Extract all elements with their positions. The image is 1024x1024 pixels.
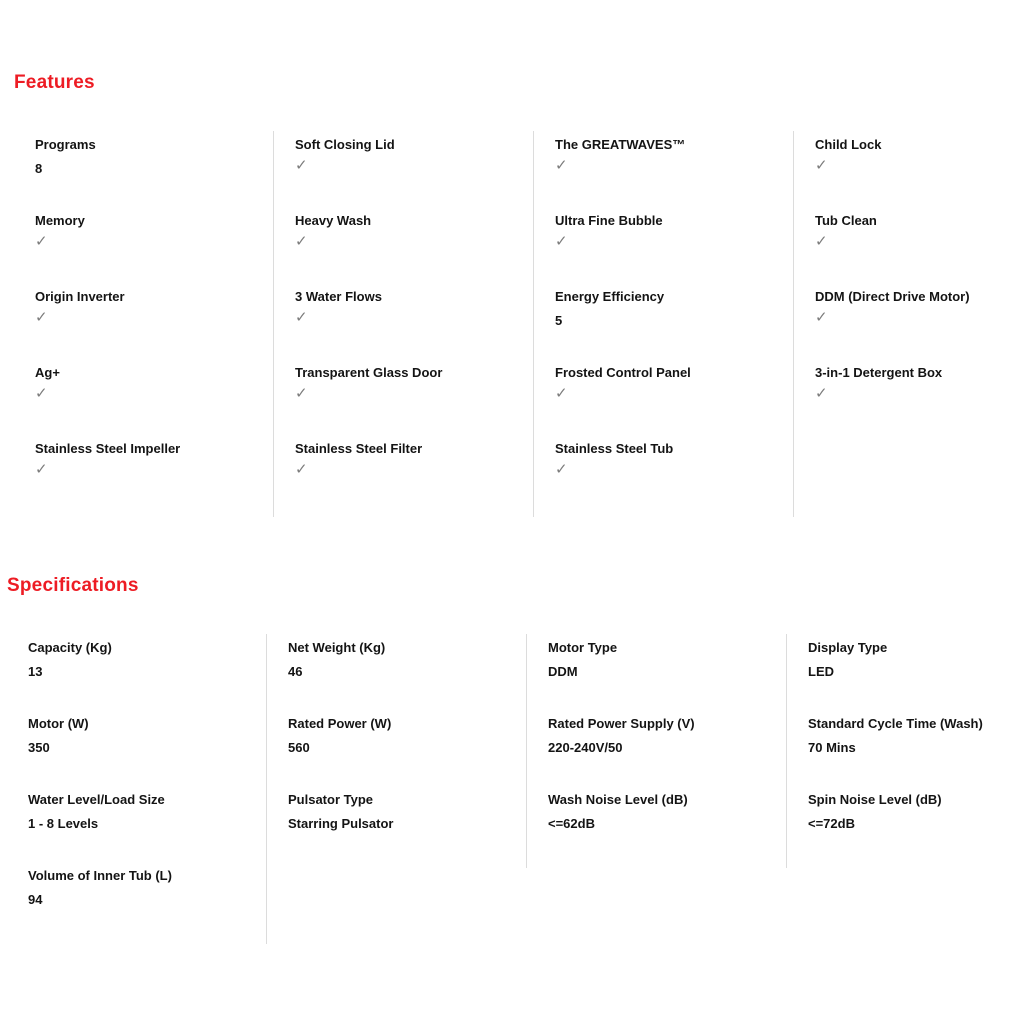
specification-item-label: Motor (W) <box>28 716 89 731</box>
features-column-3 <box>534 131 794 517</box>
checkmark-icon: ✓ <box>555 385 568 403</box>
specification-item-value: 70 Mins <box>808 740 856 756</box>
checkmark-icon: ✓ <box>295 385 308 403</box>
features-column-2 <box>274 131 534 517</box>
feature-item-label: Stainless Steel Tub <box>555 441 674 456</box>
checkmark-icon: ✓ <box>555 461 568 479</box>
feature-item <box>555 137 793 213</box>
feature-item <box>815 289 1024 365</box>
specification-item <box>28 792 266 868</box>
specification-item-value: 46 <box>288 664 303 680</box>
checkmark-icon: ✓ <box>295 233 308 251</box>
specification-item-value: LED <box>808 664 834 680</box>
specifications-grid <box>7 634 1024 944</box>
feature-item <box>35 137 273 213</box>
feature-item-label: Tub Clean <box>815 213 877 228</box>
feature-item <box>815 213 1024 289</box>
feature-item <box>555 441 793 517</box>
feature-item-label: Stainless Steel Filter <box>295 441 423 456</box>
feature-item-label: 3 Water Flows <box>295 289 382 304</box>
specification-item-label: Motor Type <box>548 640 618 655</box>
checkmark-icon: ✓ <box>35 233 48 251</box>
specification-item-value: <=72dB <box>808 816 855 832</box>
checkmark-icon: ✓ <box>295 157 308 175</box>
specification-item-value: <=62dB <box>548 816 595 832</box>
feature-item <box>35 213 273 289</box>
feature-item-label: Ultra Fine Bubble <box>555 213 663 228</box>
feature-item <box>815 365 1024 441</box>
product-detail-page <box>0 72 1024 1024</box>
feature-item-label: Programs <box>35 137 96 152</box>
specification-item-value: 220-240V/50 <box>548 740 623 756</box>
specification-item-label: Rated Power (W) <box>288 716 392 731</box>
specification-item-label: Capacity (Kg) <box>28 640 112 655</box>
specification-item-label: Spin Noise Level (dB) <box>808 792 942 807</box>
specification-item-value: 13 <box>28 664 43 680</box>
specification-item-value: 94 <box>28 892 43 908</box>
specification-item <box>808 716 1024 792</box>
feature-item-value: 8 <box>35 161 43 177</box>
specifications-column-1 <box>7 634 267 944</box>
feature-item-label: Origin Inverter <box>35 289 125 304</box>
checkmark-icon: ✓ <box>295 309 308 327</box>
features-grid <box>14 131 1024 517</box>
feature-item <box>555 213 793 289</box>
specification-item-label: Standard Cycle Time (Wash) <box>808 716 983 731</box>
checkmark-icon: ✓ <box>815 385 828 403</box>
feature-item <box>815 137 1024 213</box>
feature-item <box>295 137 533 213</box>
feature-item-label: Soft Closing Lid <box>295 137 395 152</box>
specification-item <box>28 868 266 944</box>
checkmark-icon: ✓ <box>35 461 48 479</box>
specifications-column-4 <box>787 634 1024 868</box>
feature-item <box>295 365 533 441</box>
feature-item-label: The GREATWAVES™ <box>555 137 686 152</box>
feature-item <box>35 441 273 517</box>
features-section <box>14 72 1024 517</box>
specification-item-value: DDM <box>548 664 578 680</box>
checkmark-icon: ✓ <box>35 385 48 403</box>
feature-item <box>555 365 793 441</box>
specification-item <box>28 716 266 792</box>
feature-item <box>35 365 273 441</box>
checkmark-icon: ✓ <box>35 309 48 327</box>
specification-item-value: 560 <box>288 740 310 756</box>
specification-item <box>288 792 526 868</box>
checkmark-icon: ✓ <box>815 309 828 327</box>
specification-item-label: Pulsator Type <box>288 792 374 807</box>
feature-item-label: Stainless Steel Impeller <box>35 441 181 456</box>
feature-item <box>295 213 533 289</box>
specification-item-label: Rated Power Supply (V) <box>548 716 695 731</box>
feature-item-label: Transparent Glass Door <box>295 365 443 380</box>
checkmark-icon: ✓ <box>815 233 828 251</box>
checkmark-icon: ✓ <box>555 157 568 175</box>
feature-item-label: Frosted Control Panel <box>555 365 691 380</box>
feature-item-label: Memory <box>35 213 85 228</box>
feature-item-label: Energy Efficiency <box>555 289 665 304</box>
feature-item <box>35 289 273 365</box>
specification-item <box>808 640 1024 716</box>
specification-item-label: Wash Noise Level (dB) <box>548 792 688 807</box>
specification-item-value: Starring Pulsator <box>288 816 394 832</box>
specification-item <box>28 640 266 716</box>
specifications-heading: Specifications <box>7 575 139 596</box>
feature-item <box>295 289 533 365</box>
specification-item-label: Water Level/Load Size <box>28 792 165 807</box>
feature-item-label: DDM (Direct Drive Motor) <box>815 289 970 304</box>
specification-item <box>288 716 526 792</box>
features-heading: Features <box>14 72 95 93</box>
feature-item-label: Ag+ <box>35 365 60 380</box>
specification-item-label: Display Type <box>808 640 888 655</box>
checkmark-icon: ✓ <box>555 233 568 251</box>
specification-item-value: 350 <box>28 740 50 756</box>
features-column-1 <box>14 131 274 517</box>
checkmark-icon: ✓ <box>295 461 308 479</box>
checkmark-icon: ✓ <box>815 157 828 175</box>
feature-item-label: Heavy Wash <box>295 213 372 228</box>
specifications-column-2 <box>267 634 527 868</box>
specifications-column-3 <box>527 634 787 868</box>
specifications-section <box>7 575 1024 944</box>
feature-item-label: 3-in-1 Detergent Box <box>815 365 943 380</box>
feature-item-value: 5 <box>555 313 563 329</box>
specification-item-label: Net Weight (Kg) <box>288 640 386 655</box>
feature-item <box>555 289 793 365</box>
specification-item <box>808 792 1024 868</box>
specification-item <box>288 640 526 716</box>
features-column-4 <box>794 131 1024 441</box>
specification-item <box>548 792 786 868</box>
specification-item <box>548 716 786 792</box>
feature-item-label: Child Lock <box>815 137 882 152</box>
specification-item <box>548 640 786 716</box>
specification-item-value: 1 - 8 Levels <box>28 816 99 832</box>
specification-item-label: Volume of Inner Tub (L) <box>28 868 172 883</box>
feature-item <box>295 441 533 517</box>
